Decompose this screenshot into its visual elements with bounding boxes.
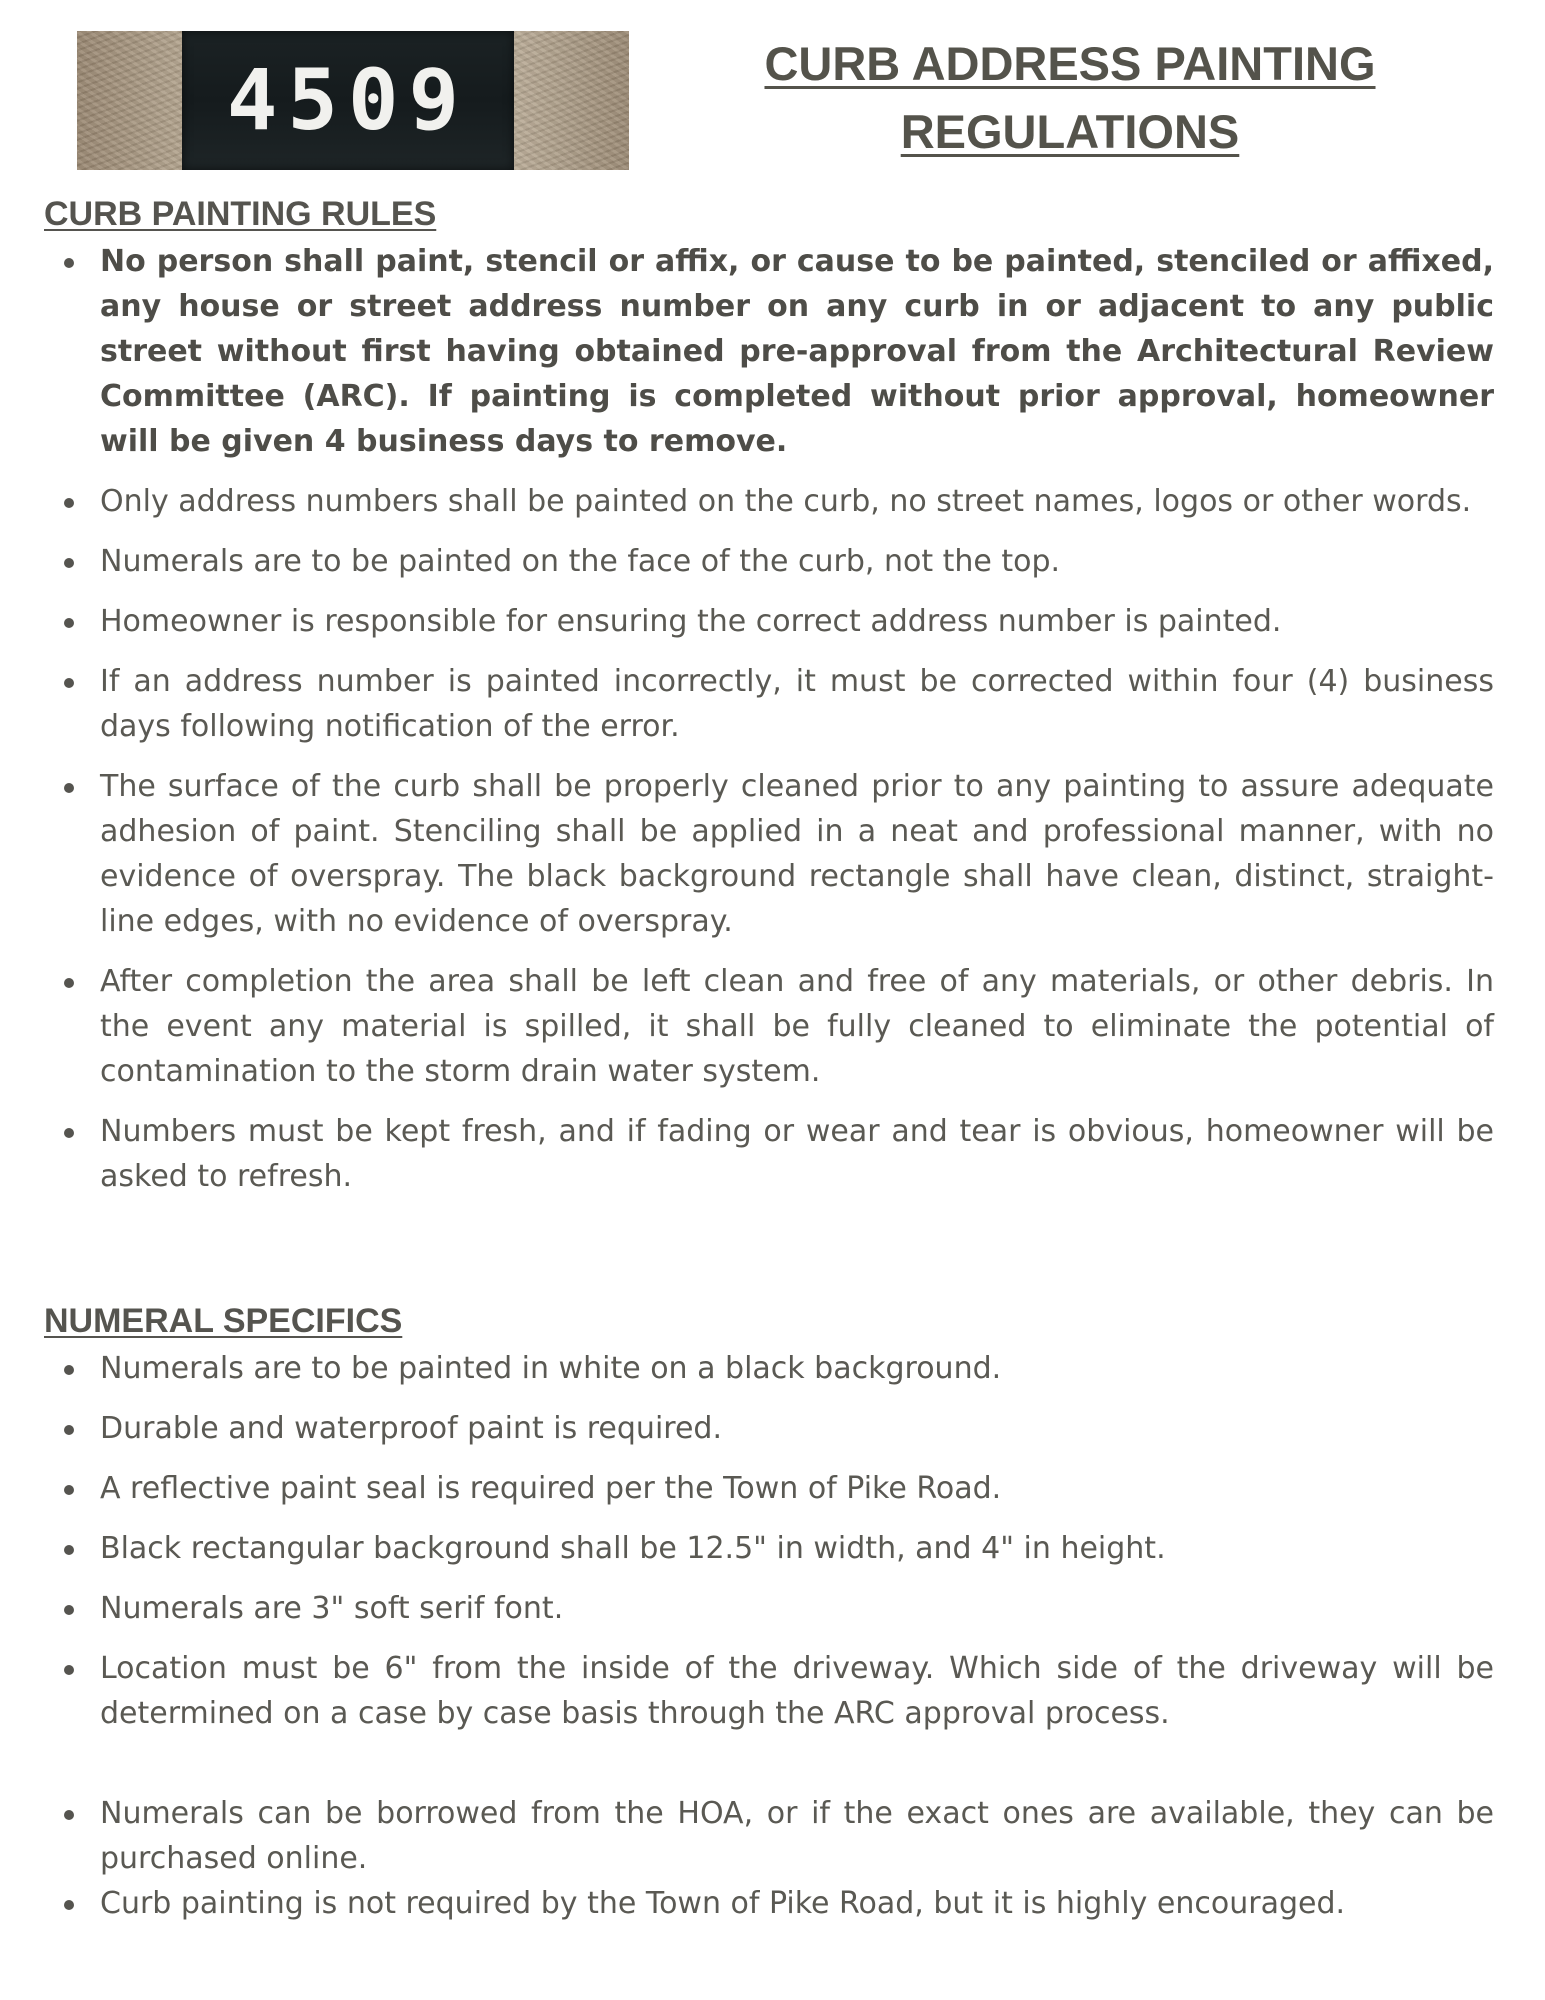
spec-item-font: Numerals are 3" soft serif font. [44, 1586, 1494, 1631]
curb-address-photo [77, 31, 629, 170]
rule-item-address-only: Only address numbers shall be painted on the curb, no street names, logos or other words. [44, 479, 1494, 524]
spec-item-not-required: Curb painting is not required by the Town of Pike Road, but it is highly encouraged. [44, 1881, 1494, 1926]
spec-item-white-on-black: Numerals are to be painted in white on a black background. [44, 1346, 1494, 1391]
rule-item-surface-cleaning: The surface of the curb shall be properly cleaned prior to any painting to assure adequate adhesion of paint. Stenciling shall be applied in a neat and professional manner, with no evidence of overspray. The black background rectangle shall have clean, distinct, straight-line edges, with no evidence of overspray. [44, 764, 1494, 944]
page-title-line-1: CURB ADDRESS PAINTING [764, 37, 1376, 90]
rule-item-pre-approval: No person shall paint, stencil or affix, or cause to be painted, stenciled or affixed, any house or street address number on any curb in or adjacent to any public street without first having obtained pre-approval from the Architectural Review Committee (ARC). If painting is completed without prior approval, homeowner will be given 4 business days to remove. [44, 239, 1494, 464]
spec-item-waterproof-paint: Durable and waterproof paint is required. [44, 1406, 1494, 1451]
section-heading-curb-painting-rules: CURB PAINTING RULES [44, 195, 437, 233]
curb-painting-rules-section [44, 193, 1494, 1199]
rule-item-correction: If an address number is painted incorrectly, it must be corrected within four (4) business days following notification of the error. [44, 659, 1494, 749]
rule-item-cleanup: After completion the area shall be left clean and free of any materials, or other debris. In the event any material is spilled, it shall be fully cleaned to eliminate the potential of contamination to the storm drain water system. [44, 959, 1494, 1094]
page-title [690, 30, 1450, 166]
numeral-specifics-section [44, 1300, 1494, 1926]
spec-item-background-size: Black rectangular background shall be 12.5" in width, and 4" in height. [44, 1526, 1494, 1571]
rule-item-face-of-curb: Numerals are to be painted on the face of the curb, not the top. [44, 539, 1494, 584]
rule-item-refresh: Numbers must be kept fresh, and if fading or wear and tear is obvious, homeowner will be asked to refresh. [44, 1109, 1494, 1199]
curb-painting-rules-list [44, 239, 1494, 1199]
spec-item-reflective-seal: A reflective paint seal is required per the Town of Pike Road. [44, 1466, 1494, 1511]
section-heading-numeral-specifics: NUMERAL SPECIFICS [44, 1302, 403, 1340]
spec-item-borrow-numerals: Numerals can be borrowed from the HOA, or if the exact ones are available, they can be purchased online. [44, 1791, 1494, 1881]
curb-number-plate [182, 31, 514, 170]
page-title-line-2: REGULATIONS [900, 105, 1240, 158]
rule-item-homeowner-responsible: Homeowner is responsible for ensuring the correct address number is painted. [44, 599, 1494, 644]
numeral-specifics-list [44, 1346, 1494, 1926]
curb-address-number: 4509 [226, 51, 470, 149]
spec-item-location: Location must be 6" from the inside of the driveway. Which side of the driveway will be determined on a case by case basis through the ARC approval process. [44, 1646, 1494, 1736]
page-header [0, 0, 1545, 180]
